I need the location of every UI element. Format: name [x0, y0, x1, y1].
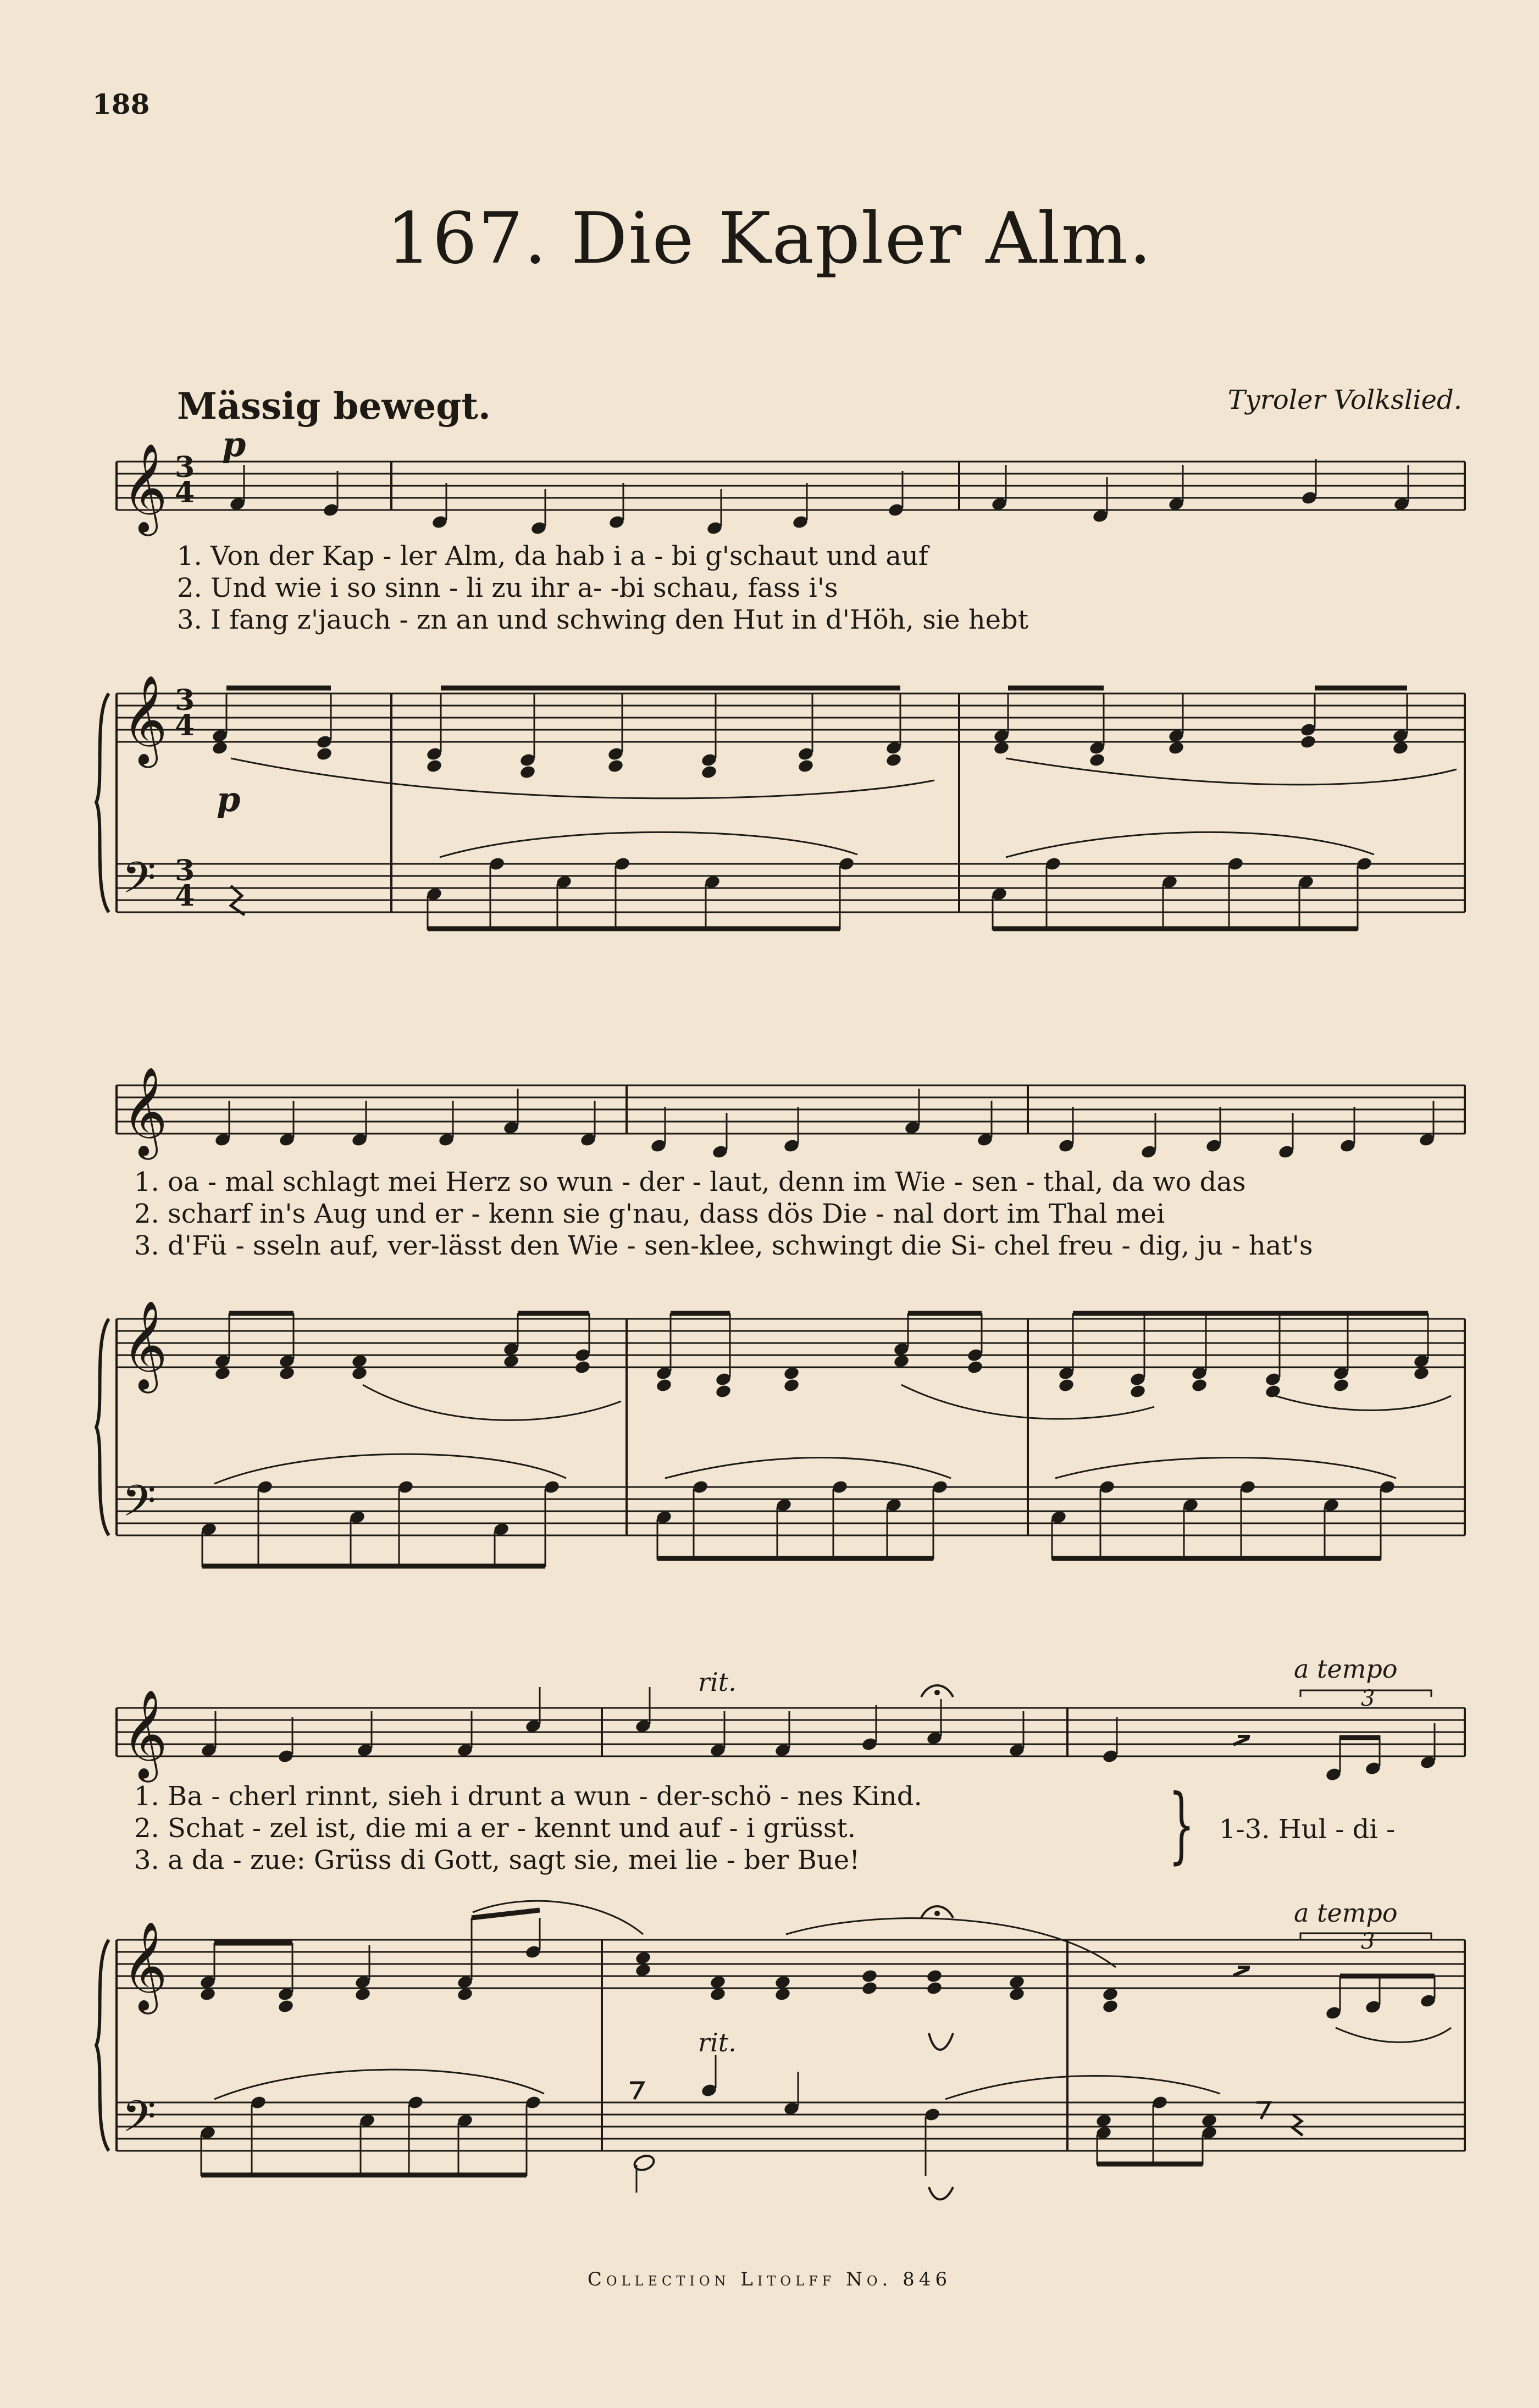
piano-bass-staff-1: [117, 864, 1465, 912]
dynamic-piano-voice: p: [222, 424, 246, 464]
time-signature-bottom: 4: [175, 879, 195, 913]
ritardando-voice: rit.: [698, 1667, 737, 1697]
lyric-verse-3: 3. a da - zue: Grüss di Gott, sagt sie, mei lie - ber Bue!: [134, 1845, 860, 1876]
lyrics-system-1: [177, 540, 1028, 636]
tempo-marking: Mässig bewegt.: [177, 385, 491, 428]
svg-text:𝄞: 𝄞: [122, 443, 168, 532]
lyric-verse-3: 3. d'Fü - sseln auf, ver-lässt den Wie - sen-klee, schwingt die Si- chel freu - dig, ju - hat's: [134, 1230, 1313, 1261]
ritardando-bass: rit.: [698, 2028, 737, 2057]
voice-staff-2: [117, 1085, 1465, 1134]
a-tempo-piano: a tempo: [1294, 1898, 1398, 1928]
system-3: [96, 1685, 1465, 2200]
song-source: Tyroler Volkslied.: [1227, 385, 1462, 415]
time-signature-treble: [175, 684, 195, 742]
footer-collection: Collection Litolff No. 846: [587, 2268, 952, 2290]
lyric-verse-3: 3. I fang z'jauch - zn an und schwing den Hut in d'Höh, sie hebt: [177, 604, 1029, 635]
time-signature-bottom: 4: [175, 476, 195, 509]
time-signature-voice: [175, 451, 195, 509]
page-number: 188: [92, 88, 150, 120]
piano-treble-staff-3: [117, 1940, 1465, 1988]
triplet-voice: 3: [1361, 1686, 1375, 1711]
system-2: [96, 1067, 1465, 1567]
voice-staff-3: [117, 1708, 1465, 1756]
svg-text:𝄞: 𝄞: [122, 1300, 168, 1390]
svg-text:𝄢: 𝄢: [122, 1475, 156, 1537]
a-tempo-voice: a tempo: [1294, 1654, 1398, 1684]
lyric-verse-2: 2. Schat - zel ist, die mi a er - kennt und auf - i grüsst.: [134, 1813, 856, 1844]
piano-treble-staff-2: [117, 1319, 1465, 1367]
lyric-verse-1: 1. Ba - cherl rinnt, sieh i drunt a wun - der-schö - nes Kind.: [134, 1781, 922, 1812]
svg-text:𝄢: 𝄢: [122, 852, 156, 914]
lyric-verse-2: 2. scharf in's Aug und er - kenn sie g'nau, dass dös Die - nal dort im Thal mei: [134, 1199, 1165, 1229]
lyric-verse-2: 2. Und wie i so sinn - li zu ihr a- -bi schau, fass i's: [177, 573, 838, 603]
piano-treble-staff-1: [117, 693, 1465, 742]
song-title: 167. Die Kapler Alm.: [386, 198, 1153, 280]
lyric-verse-1: 1. Von der Kap - ler Alm, da hab i a - bi g'schaut und auf: [177, 541, 928, 572]
lyric-refrain: 1-3. Hul - di -: [1219, 1814, 1396, 1845]
dynamic-piano-accomp: p: [217, 779, 241, 819]
lyrics-system-2: [134, 1166, 1313, 1262]
time-signature-bass: [175, 854, 195, 913]
time-signature-top: 3: [175, 684, 195, 717]
voice-staff-1: [117, 462, 1465, 510]
lyric-verse-1: 1. oa - mal schlagt mei Herz so wun - der - laut, denn im Wie - sen - thal, da wo das: [134, 1167, 1246, 1197]
time-signature-top: 3: [175, 854, 195, 887]
svg-text:𝄞: 𝄞: [122, 1067, 168, 1156]
verse-bracket: }: [1168, 1777, 1195, 1873]
triplet-piano: 3: [1361, 1929, 1375, 1954]
svg-text:𝄞: 𝄞: [122, 1689, 168, 1779]
time-signature-top: 3: [175, 451, 195, 484]
lyrics-system-3: [134, 1780, 922, 1876]
svg-text:𝄞: 𝄞: [122, 1921, 168, 2011]
svg-text:𝄞: 𝄞: [122, 675, 168, 764]
system-1: [96, 443, 1465, 930]
time-signature-bottom: 4: [175, 709, 195, 742]
piano-bass-staff-2: [117, 1487, 1465, 1535]
svg-text:𝄢: 𝄢: [122, 2091, 156, 2152]
